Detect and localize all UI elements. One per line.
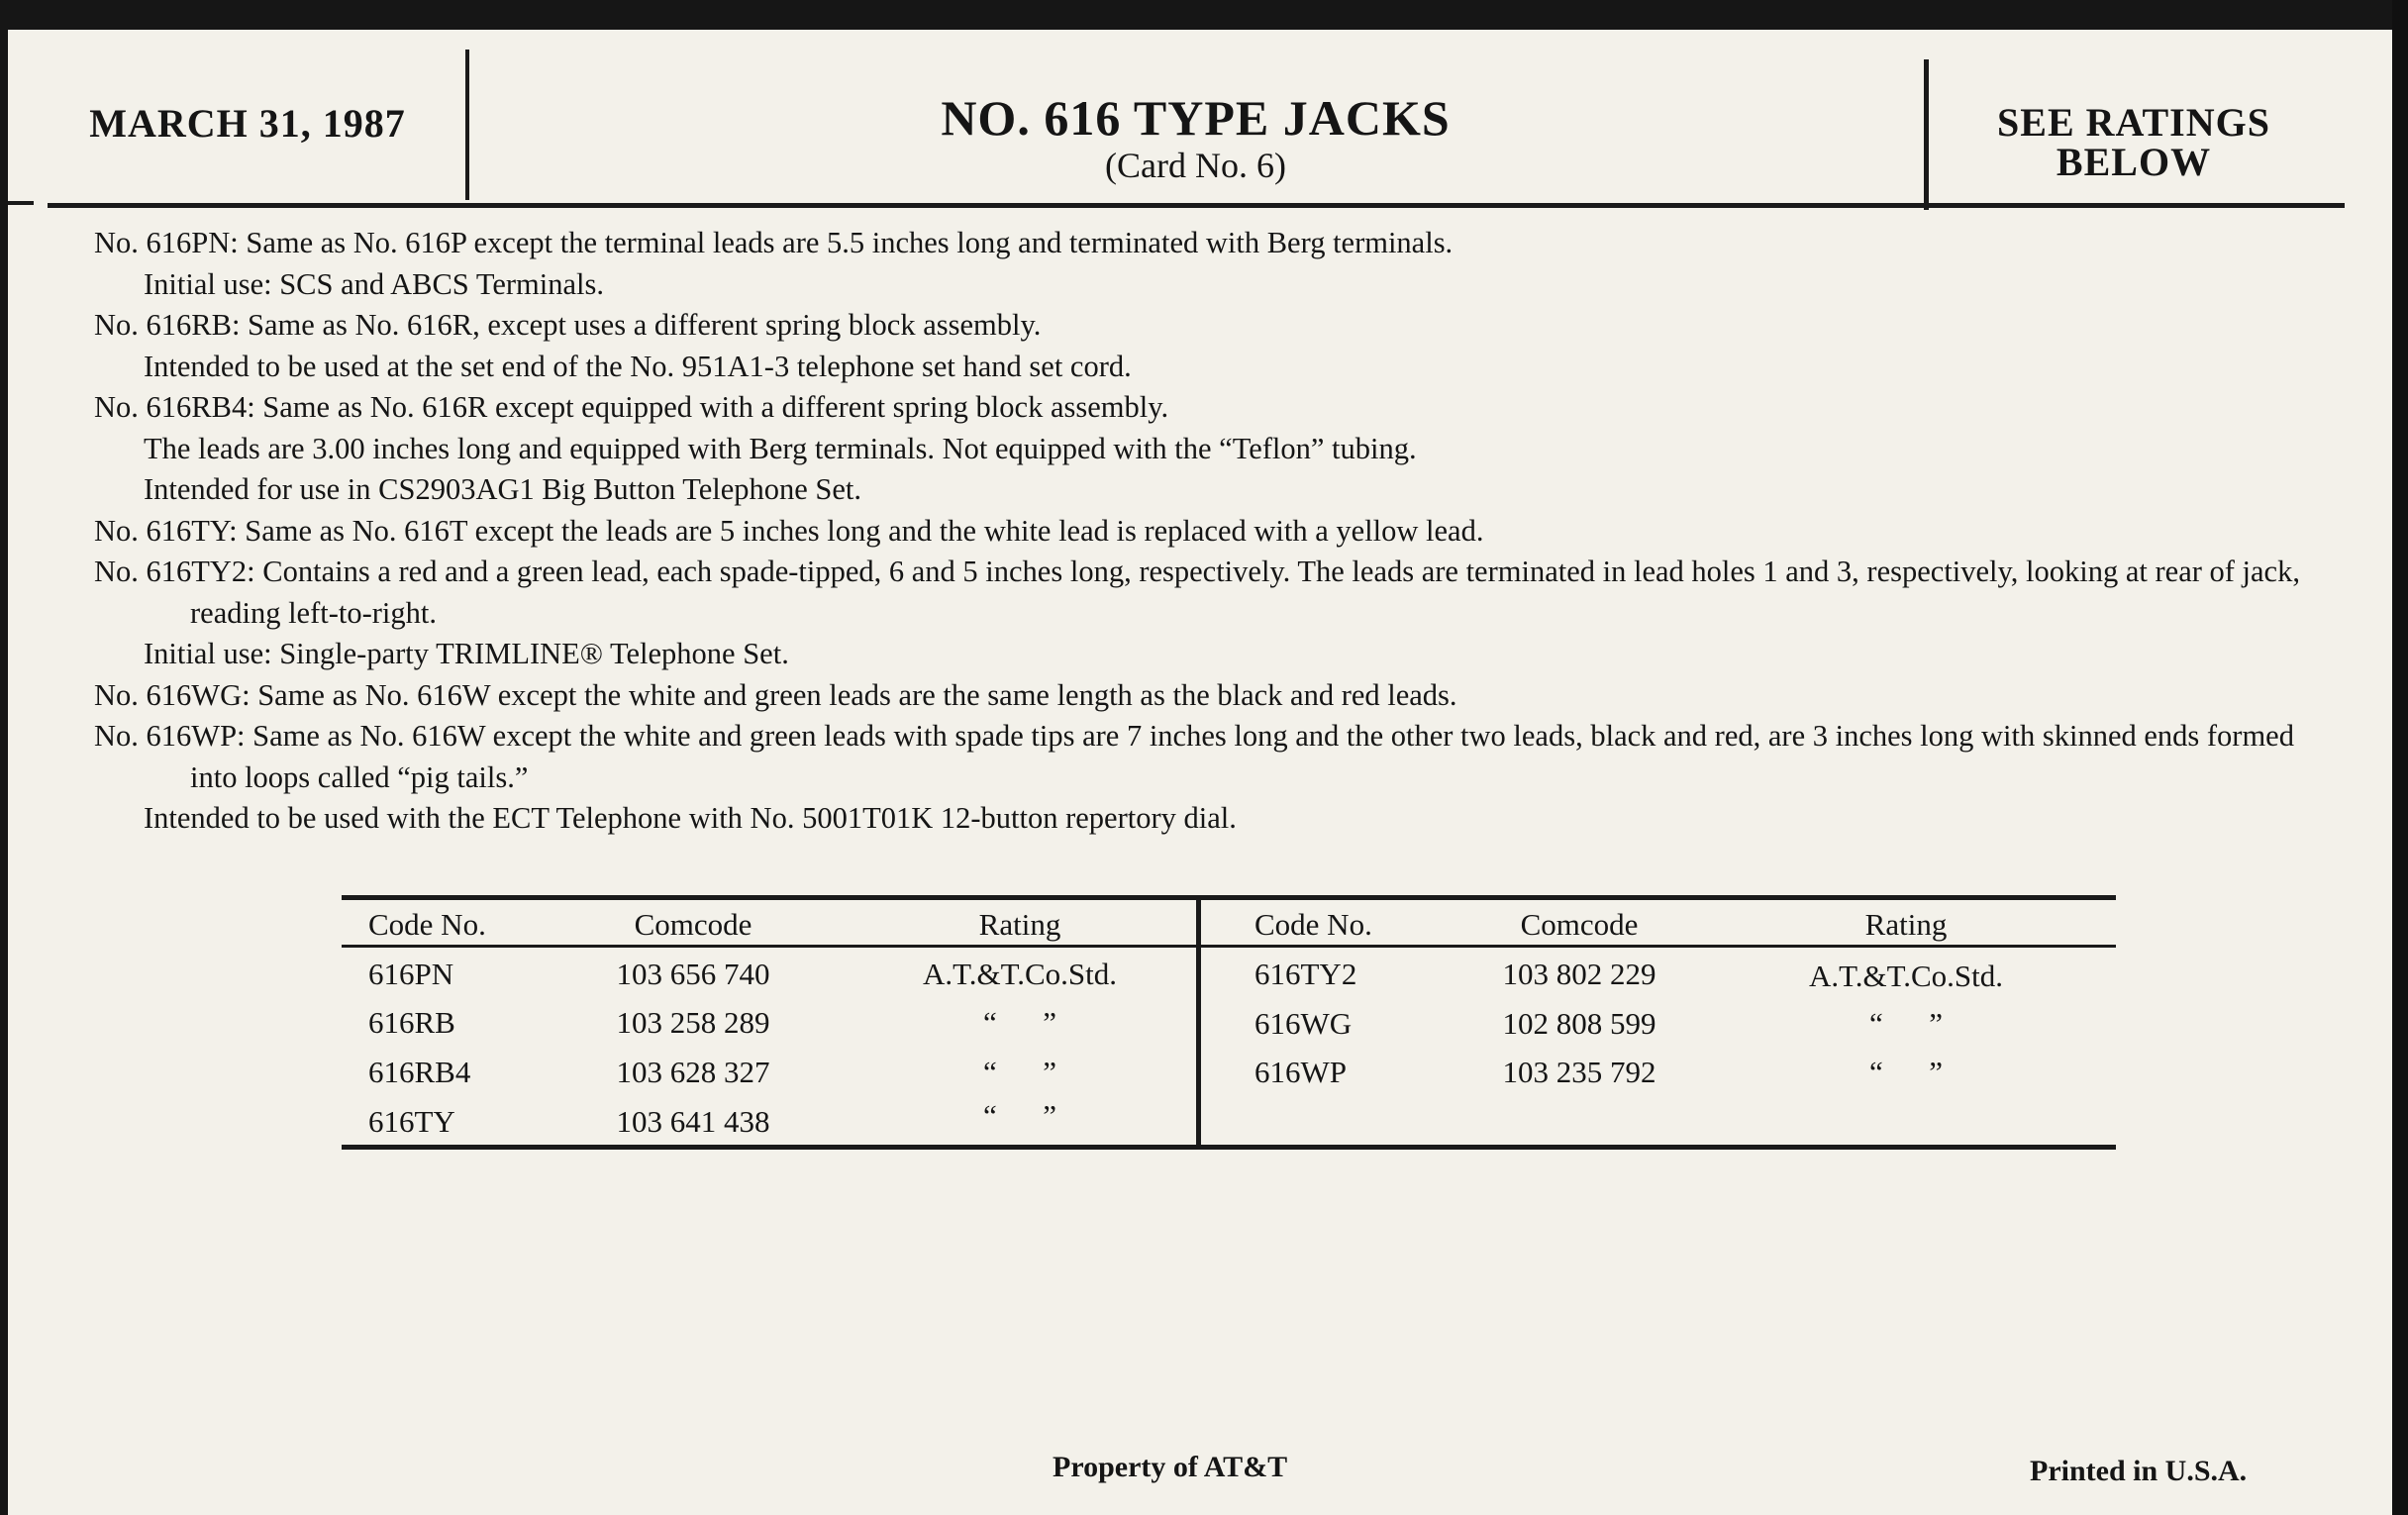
card-number: (Card No. 6) — [1105, 146, 1286, 185]
page-title: NO. 616 TYPE JACKS — [941, 90, 1451, 146]
entry-text: No. 616PN: Same as No. 616P except the terminal leads are 5.5 inches long and terminated with Berg terminals. — [94, 226, 1454, 259]
property-notice: Property of AT&T — [1053, 1451, 1288, 1483]
table-top-rule — [342, 895, 2116, 900]
rating-cell: “ ” — [1868, 1006, 1944, 1041]
code-no-cell: 616RB4 — [368, 1055, 471, 1089]
table-header-rule — [342, 945, 2116, 948]
entry-text: No. 616WP: Same as No. 616W except the white and green leads with spade tips are 7 inches long and the other two leads, black and red, are 3 inches long with skinned ends formed into loops called “pig tails.” — [94, 719, 2294, 794]
header-comcode: Comcode — [1520, 907, 1639, 942]
entry-note: Intended for use in CS2903AG1 Big Button Telephone Set. — [144, 472, 862, 506]
comcode-cell: 103 628 327 — [616, 1055, 770, 1089]
header-rating: Rating — [1864, 907, 1948, 942]
entry-text: No. 616TY: Same as No. 616T except the leads are 5 inches long and the white lead is replaced with a yellow lead. — [94, 513, 1484, 548]
entry-616wp — [94, 716, 2312, 840]
code-no-cell: 616RB — [368, 1005, 455, 1040]
rating-cell: “ ” — [1868, 1055, 1944, 1089]
header-comcode: Comcode — [634, 907, 752, 942]
comcode-cell: 103 656 740 — [616, 957, 770, 991]
rating-cell: “ ” — [982, 1055, 1057, 1089]
entry-note: Initial use: Single-party TRIMLINE® Telephone Set. — [144, 637, 789, 670]
entry-note: The leads are 3.00 inches long and equipped with Berg terminals. Not equipped with the “Teflon” tubing. — [144, 431, 1417, 465]
comcode-cell: 102 808 599 — [1502, 1006, 1656, 1041]
code-no-cell: 616TY2 — [1254, 957, 1357, 991]
entry-616wg — [94, 675, 2312, 717]
entry-616rb4 — [94, 387, 2312, 511]
table-bottom-rule — [342, 1145, 2116, 1150]
header-left-tick — [8, 201, 34, 205]
table-center-divider — [1196, 895, 1201, 1148]
entry-note: Intended to be used with the ECT Telephone with No. 5001T01K 12-button repertory dial. — [144, 801, 1237, 835]
header-bottom-rule — [48, 203, 2345, 208]
header-code-no: Code No. — [368, 907, 486, 942]
ratings-table — [342, 895, 2116, 1148]
code-no-cell: 616WP — [1254, 1055, 1347, 1089]
code-no-cell: 616TY — [368, 1104, 455, 1139]
entry-text: No. 616WG: Same as No. 616W except the white and green leads are the same length as the black and red leads. — [94, 677, 1457, 712]
header-code-no: Code No. — [1254, 907, 1372, 942]
entry-note: Initial use: SCS and ABCS Terminals. — [144, 266, 604, 301]
entry-616ty2 — [94, 552, 2312, 675]
comcode-cell: 103 235 792 — [1502, 1055, 1656, 1089]
entry-616ty — [94, 511, 2312, 553]
scan-edge — [2392, 0, 2408, 1515]
comcode-cell: 103 802 229 — [1502, 957, 1656, 991]
rating-cell: A.T.&T.Co.Std. — [1808, 959, 2004, 993]
comcode-cell: 103 258 289 — [616, 1005, 770, 1040]
comcode-cell: 103 641 438 — [616, 1104, 770, 1139]
card-date: MARCH 31, 1987 — [89, 101, 406, 146]
rating-cell: “ ” — [982, 1098, 1057, 1133]
code-no-cell: 616PN — [368, 957, 454, 991]
code-no-cell: 616WG — [1254, 1006, 1353, 1041]
rating-cell: A.T.&T.Co.Std. — [922, 957, 1118, 991]
rating-cell: “ ” — [982, 1005, 1057, 1040]
entry-text: No. 616TY2: Contains a red and a green lead, each spade-tipped, 6 and 5 inches long, respectively. The leads are terminated in lead holes 1 and 3, respectively, looking at rear of jack, reading left-to-right. — [94, 555, 2300, 630]
header-rating: Rating — [978, 907, 1061, 942]
description-list — [94, 223, 2312, 840]
entry-text: No. 616RB: Same as No. 616R, except uses a different spring block assembly. — [94, 308, 1042, 342]
entry-616rb — [94, 305, 2312, 387]
entry-616pn — [94, 223, 2312, 305]
see-ratings-note: SEE RATINGS BELOW — [1997, 100, 2270, 184]
entry-note: Intended to be used at the set end of the No. 951A1-3 telephone set hand set cord. — [144, 349, 1132, 383]
entry-text: No. 616RB4: Same as No. 616R except equipped with a different spring block assembly. — [94, 390, 1169, 424]
printed-notice: Printed in U.S.A. — [2030, 1455, 2248, 1487]
